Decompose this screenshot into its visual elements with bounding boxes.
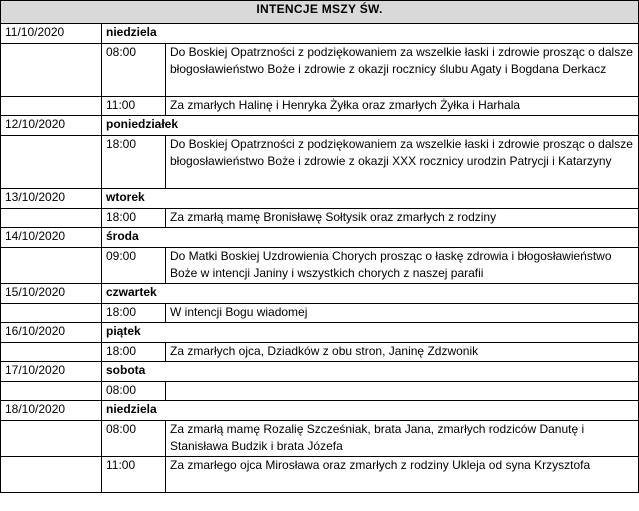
mass-row	[1, 248, 639, 284]
day-row	[1, 284, 639, 304]
empty-date-cell	[1, 248, 102, 284]
day-name: czwartek	[102, 284, 639, 304]
mass-time: 18:00	[102, 136, 166, 189]
day-date: 12/10/2020	[1, 116, 102, 136]
day-name: niedziela	[102, 401, 639, 421]
mass-row	[1, 136, 639, 189]
title-row	[1, 1, 639, 24]
day-name: wtorek	[102, 189, 639, 209]
mass-time: 08:00	[102, 382, 166, 401]
mass-intention: Za zmarłą mamę Bronisławę Sołtysik oraz zmarłych z rodziny	[166, 209, 639, 228]
empty-date-cell	[1, 209, 102, 228]
day-date: 11/10/2020	[1, 24, 102, 44]
empty-date-cell	[1, 97, 102, 116]
mass-time: 08:00	[102, 44, 166, 97]
day-date: 16/10/2020	[1, 323, 102, 343]
day-date: 17/10/2020	[1, 362, 102, 382]
day-row	[1, 189, 639, 209]
mass-row	[1, 44, 639, 97]
mass-intention: Za zmarłą mamę Rozalię Szcześniak, brata Jana, zmarłych rodziców Danutę i Stanisława Budzik i brata Józefa	[166, 421, 639, 457]
day-name: środa	[102, 228, 639, 248]
day-date: 18/10/2020	[1, 401, 102, 421]
mass-time: 08:00	[102, 421, 166, 457]
day-date: 14/10/2020	[1, 228, 102, 248]
day-row	[1, 401, 639, 421]
mass-time: 11:00	[102, 457, 166, 493]
mass-intention: Za zmarłych Halinę i Henryka Żyłka oraz zmarłych Żyłka i Harhala	[166, 97, 639, 116]
mass-time: 11:00	[102, 97, 166, 116]
day-row	[1, 362, 639, 382]
mass-time: 18:00	[102, 343, 166, 362]
mass-time: 18:00	[102, 304, 166, 323]
mass-intention: Za zmarłego ojca Mirosława oraz zmarłych z rodziny Ukleja od syna Krzysztofa	[166, 457, 639, 493]
mass-intention: Za zmarłych ojca, Dziadków z obu stron, Janinę Zdzwonik	[166, 343, 639, 362]
mass-row	[1, 343, 639, 362]
empty-date-cell	[1, 343, 102, 362]
mass-row	[1, 97, 639, 116]
mass-row	[1, 209, 639, 228]
empty-date-cell	[1, 421, 102, 457]
mass-time: 18:00	[102, 209, 166, 228]
day-name: sobota	[102, 362, 639, 382]
mass-row	[1, 382, 639, 401]
day-row	[1, 24, 639, 44]
day-row	[1, 228, 639, 248]
empty-date-cell	[1, 382, 102, 401]
day-name: niedziela	[102, 24, 639, 44]
mass-row	[1, 421, 639, 457]
mass-intention	[166, 382, 639, 401]
mass-row	[1, 304, 639, 323]
mass-intention: Do Boskiej Opatrzności z podziękowaniem za wszelkie łaski i zdrowie prosząc o dalsze błogosławieństwo Boże i zdrowie z okazji XXX rocznicy urodzin Patrycji i Katarzyny	[166, 136, 639, 189]
empty-date-cell	[1, 44, 102, 97]
day-name: poniedziałek	[102, 116, 639, 136]
day-date: 15/10/2020	[1, 284, 102, 304]
mass-intention: Do Boskiej Opatrzności z podziękowaniem za wszelkie łaski i zdrowie prosząc o dalsze błogosławieństwo Boże i zdrowie z okazji rocznicy ślubu Agaty i Bogdana Derkacz	[166, 44, 639, 97]
mass-time: 09:00	[102, 248, 166, 284]
empty-date-cell	[1, 304, 102, 323]
mass-intention: W intencji Bogu wiadomej	[166, 304, 639, 323]
empty-date-cell	[1, 136, 102, 189]
page-title: INTENCJE MSZY ŚW.	[1, 1, 639, 24]
day-date: 13/10/2020	[1, 189, 102, 209]
day-row	[1, 323, 639, 343]
mass-row	[1, 457, 639, 493]
mass-intention: Do Matki Boskiej Uzdrowienia Chorych prosząc o łaskę zdrowia i błogosławieństwo Boże w intencji Janiny i wszystkich chorych z naszej parafii	[166, 248, 639, 284]
day-name: piątek	[102, 323, 639, 343]
day-row	[1, 116, 639, 136]
empty-date-cell	[1, 457, 102, 493]
